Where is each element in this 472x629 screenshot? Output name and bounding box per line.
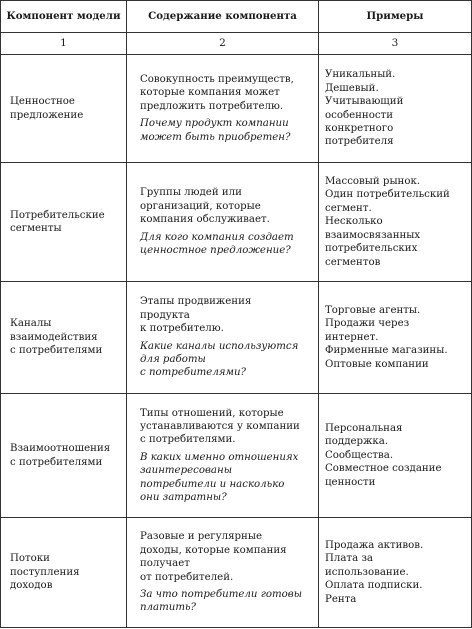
example-item: Уникальный. xyxy=(325,69,396,81)
component-examples xyxy=(319,55,472,163)
header-row xyxy=(1,1,472,33)
example-item: Сообщества. xyxy=(325,449,394,461)
component-name: Потребительские сегменты xyxy=(1,163,127,282)
example-item: Торговые агенты. xyxy=(325,304,421,316)
component-content xyxy=(127,394,319,518)
example-item: Массовый рынок. xyxy=(325,176,421,188)
component-question: Почему продукт компании может быть приобретен? xyxy=(140,118,291,143)
component-description: Этапы продвижения продукта к потребителю. xyxy=(140,296,252,335)
header-examples: Примеры xyxy=(319,1,472,33)
component-name: Потоки поступления доходов xyxy=(1,518,127,628)
component-question: Какие каналы используются для работы с потребителями? xyxy=(140,340,299,379)
example-item: Плата за использование. xyxy=(325,553,409,578)
component-description: Разовые и регулярные доходы, которые компания получает от потребителей. xyxy=(140,531,287,583)
example-item: Рента xyxy=(325,593,357,605)
component-examples xyxy=(319,163,472,282)
column-number: 3 xyxy=(319,33,472,55)
component-name: Каналы взаимодействия с потребителями xyxy=(1,282,127,394)
table-row xyxy=(1,282,472,394)
component-description: Типы отношений, которые устанавливаются у компании с потребителями. xyxy=(140,407,300,446)
component-question: Для кого компания создает ценностное предложение? xyxy=(140,231,294,257)
component-examples xyxy=(319,518,472,628)
component-name: Ценностное предложение xyxy=(1,55,127,163)
table-row xyxy=(1,55,472,163)
component-question: За что потребители готовы платить? xyxy=(140,588,302,614)
example-item: Персональная поддержка. xyxy=(325,422,403,448)
header-content: Содержание компонента xyxy=(127,1,319,33)
component-examples xyxy=(319,282,472,394)
example-item: Оптовые компании xyxy=(325,358,429,370)
example-item: Фирменные магазины. xyxy=(325,345,448,357)
component-content xyxy=(127,163,319,282)
component-content xyxy=(127,518,319,628)
example-item: Учитывающий особенности конкретного потребителя xyxy=(325,96,404,148)
component-question: В каких именно отношениях заинтересованы потребители и насколько они затратны? xyxy=(140,451,299,504)
column-number: 1 xyxy=(1,33,127,55)
table-row xyxy=(1,394,472,518)
example-item: Дешевый. xyxy=(325,82,379,94)
header-component: Компонент модели xyxy=(1,1,127,33)
component-examples xyxy=(319,394,472,518)
example-item: Совместное создание ценности xyxy=(325,463,442,488)
component-content xyxy=(127,282,319,394)
example-item: Продажи через интернет. xyxy=(325,318,410,343)
component-content xyxy=(127,55,319,163)
component-description: Совокупность преимуществ, которые компания может предложить потребителю. xyxy=(140,73,294,112)
example-item: Продажа активов. xyxy=(325,539,424,551)
column-number: 2 xyxy=(127,33,319,55)
table-row xyxy=(1,518,472,628)
example-item: Несколько взаимосвязанных потребительских сегментов xyxy=(325,216,421,268)
example-item: Оплата подписки. xyxy=(325,580,423,592)
component-description: Группы людей или организаций, которые компания обслуживает. xyxy=(140,187,270,226)
example-item: Один потребительский сегмент. xyxy=(325,189,450,214)
table-row xyxy=(1,163,472,282)
component-name: Взаимоотношения с потребителями xyxy=(1,394,127,518)
number-row xyxy=(1,33,472,55)
